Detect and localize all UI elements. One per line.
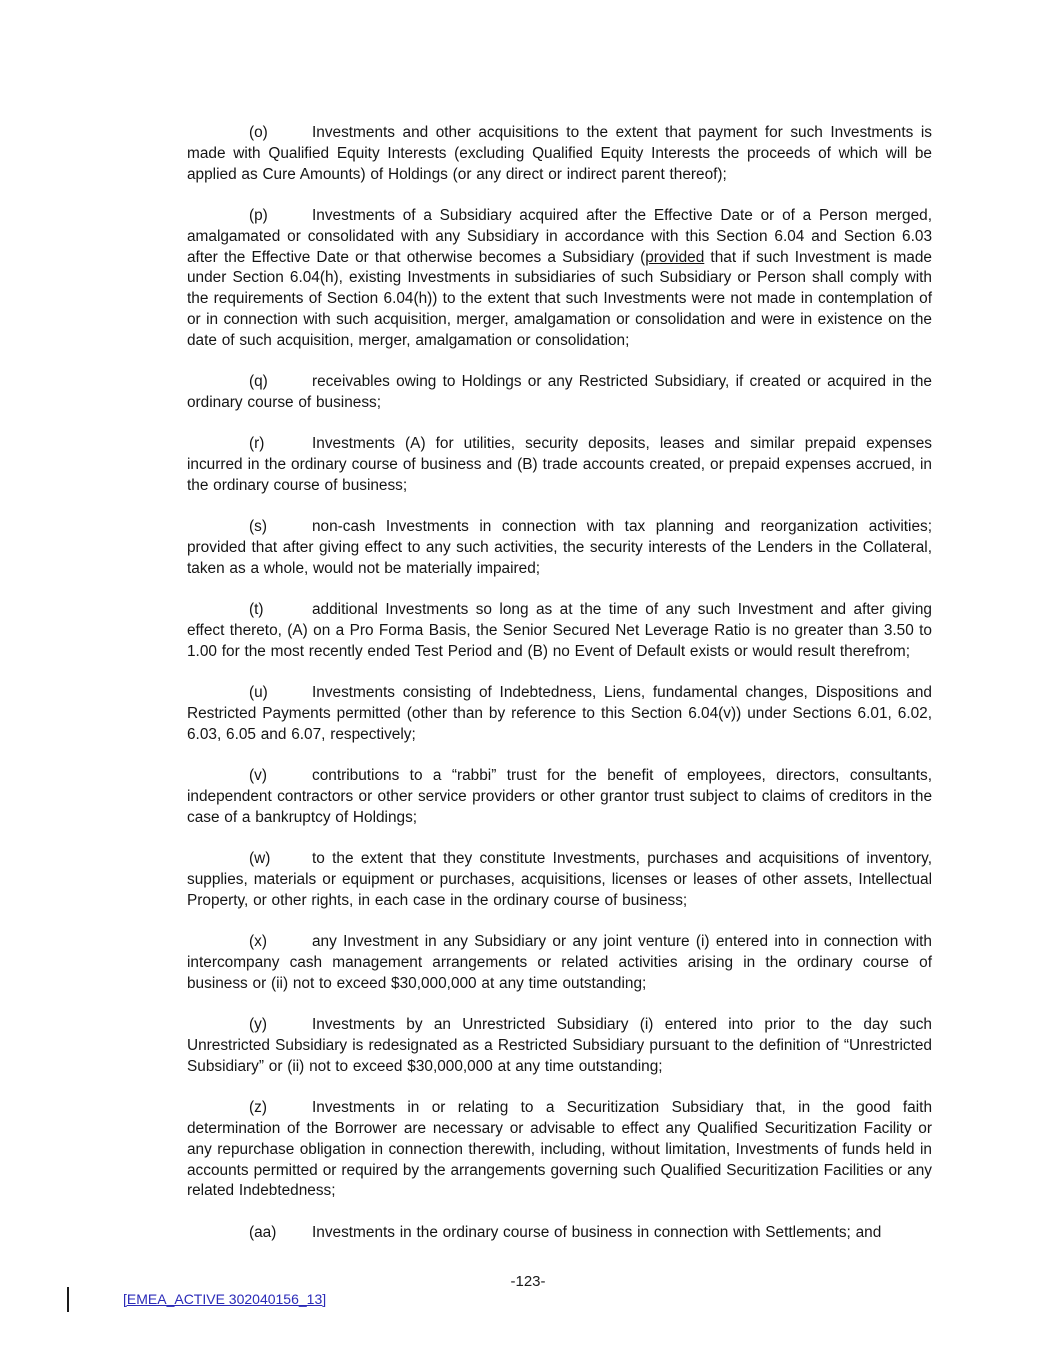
clause-z xyxy=(187,1098,932,1202)
clause-text: to the extent that they constitute Investments, purchases and acquisitions of inventory, supplies, materials or equipment or purchases, acquisitions, licenses or leases of other assets, Intellectual Property, or other rights, in each case in the ordinary course of business; xyxy=(187,850,932,909)
clause-letter: (z) xyxy=(249,1099,267,1117)
page-number: -123- xyxy=(510,1273,546,1290)
clause-text: Investments consisting of Indebtedness, Liens, fundamental changes, Dispositions and Restricted Payments permitted (other than by reference to this Section 6.04(v)) under Sections 6.01, 6.02, 6.03, 6.05 and 6.07, respectively; xyxy=(187,684,932,743)
clause-o xyxy=(187,123,932,185)
clause-y xyxy=(187,1015,932,1077)
clause-text: Investments and other acquisitions to the extent that payment for such Investments is made with Qualified Equity Interests (excluding Qualified Equity Interests the proceeds of which will be applied as Cure Amounts) of Holdings (or any direct or indirect parent thereof); xyxy=(187,124,932,183)
clause-letter: (u) xyxy=(249,684,268,702)
clause-text: Investments in the ordinary course of business in connection with Settlements; and xyxy=(312,1223,882,1241)
clause-x xyxy=(187,932,932,994)
clause-letter: (t) xyxy=(249,601,264,619)
clause-letter: (v) xyxy=(249,767,267,785)
clause-text: contributions to a “rabbi” trust for the benefit of employees, directors, consultants, independent contractors or other service providers or other grantor trust subject to claims of creditors in the case of a bankruptcy of Holdings; xyxy=(187,767,932,826)
clause-letter: (o) xyxy=(249,124,268,141)
clause-text: any Investment in any Subsidiary or any joint venture (i) entered into in connection with intercompany cash management arrangements or related activities arising in the ordinary course of business or (ii) not to exceed $30,000,000 at any time outstanding; xyxy=(187,933,932,992)
clause-t xyxy=(187,600,932,662)
clause-r xyxy=(187,434,932,496)
clause-p xyxy=(187,206,932,351)
clause-text: Investments by an Unrestricted Subsidiary (i) entered into prior to the day such Unrestricted Subsidiary is redesignated as a Restricted Subsidiary pursuant to the definition of “Unrestricted Subsidiary” or (ii) not to exceed $30,000,000 at any time outstanding; xyxy=(187,1016,932,1075)
clause-letter: (x) xyxy=(249,933,267,951)
underlined-term: provided xyxy=(645,248,705,266)
clause-text: receivables owing to Holdings or any Restricted Subsidiary, if created or acquired in the ordinary course of business; xyxy=(187,373,932,411)
clause-letter: (y) xyxy=(249,1016,267,1034)
clause-aa xyxy=(187,1223,932,1244)
clause-text: Investments of a Subsidiary acquired after the Effective Date or of a Person merged, amalgamated or consolidated with any Subsidiary in accordance with this Section 6.04 and Section 6.03 after the Effective Date or that otherwise becomes a Subsidiary ( xyxy=(187,207,932,266)
clause-letter: (s) xyxy=(249,518,267,536)
clause-w xyxy=(187,849,932,911)
clause-q xyxy=(187,372,932,414)
clause-s xyxy=(187,517,932,579)
clause-text: that if such Investment is made under Section 6.04(h), existing Investments in subsidiaries of such Subsidiary or Person shall comply with the requirements of Section 6.04(h)) to the extent that such Investments were not made in contemplation of or in connection with such acquisition, merger, amalgamation or consolidation and were in existence on the date of such acquisition, merger, amalgamation or consolidation; xyxy=(187,248,932,349)
clause-u xyxy=(187,683,932,745)
clause-text: Investments (A) for utilities, security deposits, leases and similar prepaid expenses incurred in the ordinary course of business and (B) trade accounts created, or prepaid expenses accrued, in the ordinary course of business; xyxy=(187,435,932,494)
clause-letter: (q) xyxy=(249,373,268,390)
clause-v xyxy=(187,766,932,828)
clause-letter: (r) xyxy=(249,435,265,453)
clause-text: non-cash Investments in connection with tax planning and reorganization activities; provided that after giving effect to any such activities, the security interests of the Lenders in the Collateral, taken as a whole, would not be materially impaired; xyxy=(187,518,932,577)
clause-text: Investments in or relating to a Securitization Subsidiary that, in the good faith determination of the Borrower are necessary or advisable to effect any Qualified Securitization Facility or any repurchase obligation in connection therewith, including, without limitation, Investments of funds held in accounts permitted or required by the arrangements governing such Qualified Securitization Facilities or any related Indebtedness; xyxy=(187,1099,932,1200)
clause-letter: (aa) xyxy=(249,1223,277,1241)
document-body xyxy=(187,123,932,1264)
clause-letter: (w) xyxy=(249,850,271,868)
change-bar xyxy=(67,1287,69,1312)
clause-text: additional Investments so long as at the time of any such Investment and after giving effect thereto, (A) on a Pro Forma Basis, the Senior Secured Net Leverage Ratio is no greater than 3.50 to 1.00 for the most recently ended Test Period and (B) no Event of Default exists or would result therefrom; xyxy=(187,601,932,660)
footer-doc-id-link[interactable]: [EMEA_ACTIVE 302040156_13] xyxy=(123,1291,327,1307)
clause-letter: (p) xyxy=(249,207,268,224)
